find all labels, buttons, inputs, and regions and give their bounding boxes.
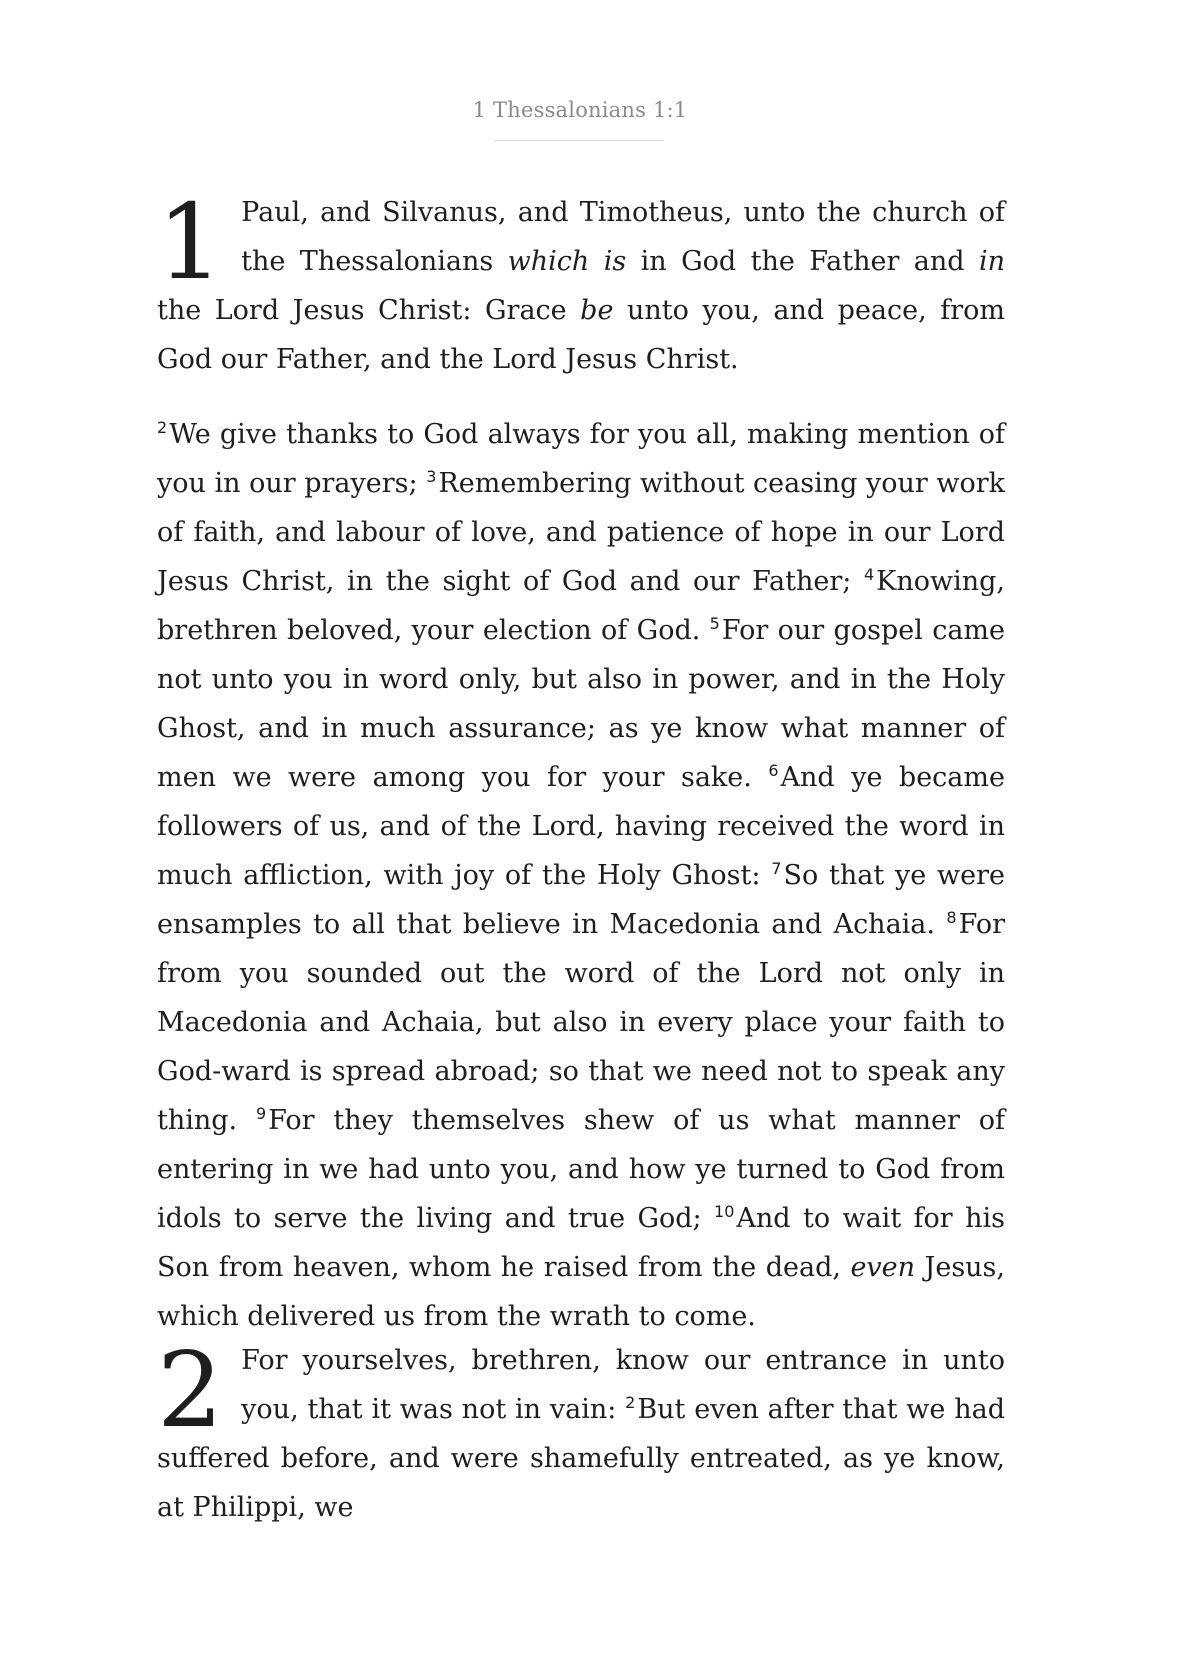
verse-number: 10 xyxy=(714,1202,735,1221)
verse-number: 3 xyxy=(426,467,437,486)
verse-number: 6 xyxy=(768,761,779,780)
verse-text: unto you, and peace, from God our Father, and the Lord Jesus Christ. xyxy=(157,295,1005,375)
verse-number: 7 xyxy=(771,859,782,878)
running-head: 1 Thessalonians 1:1 xyxy=(472,98,688,122)
chapter-number-dropcap: 1 xyxy=(157,181,224,303)
verse-text: For from you sounded out the word of the Lord not only in Macedonia and Achaia, but also in every place your faith to God-ward is spread abroad; so that we need not to speak any thing. xyxy=(157,909,1005,1136)
verse-text: Knowing, brethren beloved, your election of God. xyxy=(157,566,1005,646)
chapter-number-dropcap: 2 xyxy=(157,1329,224,1451)
verse-number: 9 xyxy=(255,1104,267,1123)
verse-number: 2 xyxy=(157,418,168,437)
verse-text: Remembering without ceasing your work of faith, and labour of love, and patience of hope in our Lord Jesus Christ, in the sight of God and our Father; xyxy=(157,468,1006,597)
verse-number: 8 xyxy=(946,908,957,927)
italic-supplied-word: be xyxy=(580,295,614,326)
verse-text: Jesus, which delivered us from the wrath to come. xyxy=(157,1252,1005,1332)
verse-number: 2 xyxy=(625,1393,636,1412)
verse-text: But even after that we had suffered before, and were shamefully entreated, as ye know, at Philippi, we xyxy=(157,1394,1005,1523)
italic-supplied-word: which is xyxy=(507,246,627,277)
chapter-2-verses xyxy=(157,1329,1005,1532)
verse-text: For they themselves shew of us what manner of entering in we had unto you, and how ye turned to God from idols to serve the living and true God; xyxy=(157,1105,1005,1234)
verse-number: 4 xyxy=(863,565,875,584)
verse-text: For our gospel came not unto you in word only, but also in power, and in the Holy Ghost, and in much assurance; as ye know what manner of men we were among you for your sake. xyxy=(157,615,1005,793)
verse-text: So that ye were ensamples to all that believe in Macedonia and Achaia. xyxy=(157,860,1005,940)
running-head-rule xyxy=(494,140,664,141)
italic-supplied-word: in xyxy=(978,246,1005,277)
verse-text: We give thanks to God always for you all, making mention of you in our prayers; xyxy=(157,419,1005,499)
verse-text: And to wait for his Son from heaven, whom he raised from the dead, xyxy=(157,1203,1005,1283)
verse-text: Paul, and Silvanus, and Timotheus, unto the church of the Thessalonians xyxy=(241,197,1005,277)
chapter-1-verse-1 xyxy=(157,181,1005,384)
verse-number: 5 xyxy=(709,614,720,633)
verse-text: in God the Father and xyxy=(626,246,979,277)
italic-supplied-word: even xyxy=(850,1252,916,1283)
chapter-1-text xyxy=(157,181,1006,1341)
verse-text: For yourselves, brethren, know our entrance in unto you, that it was not in vain: xyxy=(241,1345,1005,1425)
verse-text: the Lord Jesus Christ: Grace xyxy=(157,295,581,326)
chapter-2-text xyxy=(157,1329,1005,1532)
chapter-1-verses-2-10 xyxy=(157,410,1005,1341)
verse-text: And ye became followers of us, and of the Lord, having received the word in much affliction, with joy of the Holy Ghost: xyxy=(157,762,1005,891)
